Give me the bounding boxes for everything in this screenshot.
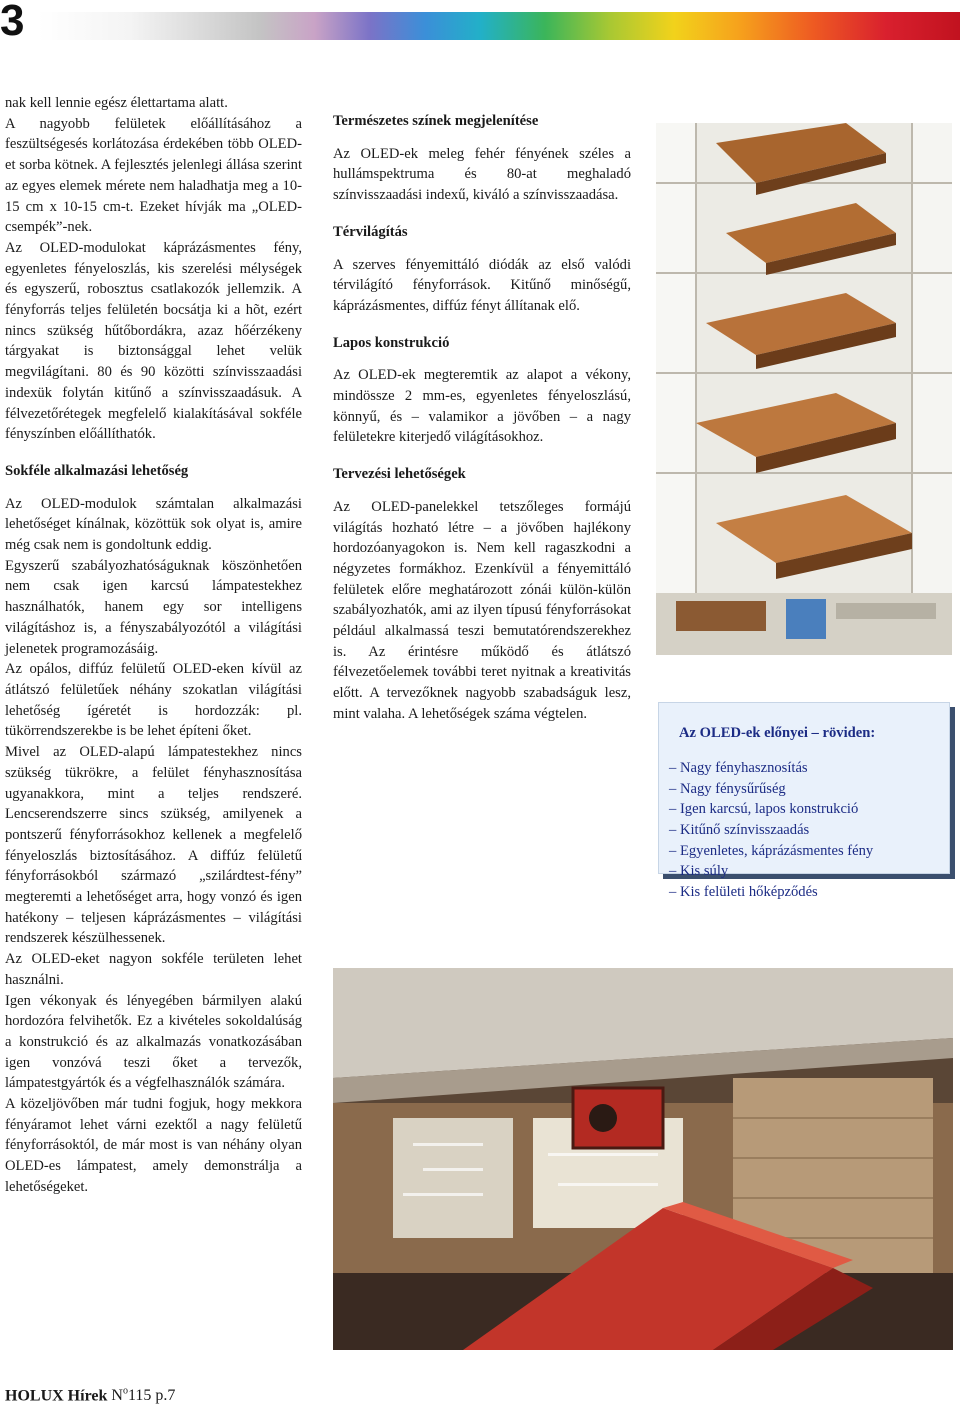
atrium-staircase-photo	[656, 123, 952, 655]
paragraph: Az OLED-ek meleg fehér fényének széles a hullámspektruma és 80-at meghaladó színvisszaadási indexű, kiváló a színvisszaadása.	[333, 145, 631, 204]
page-number: 3	[0, 0, 25, 45]
paragraph: nak kell lennie egész élettartama alatt.	[5, 95, 228, 111]
paragraph: A közeljövőben már tudni fogjuk, hogy mekkora fényáramot lehet várni ezektől a nagy felületű fényforrásoktól, de már most is van néhány olyan OLED-es lámpatest, amely demonstrálja a lehetőségeket.	[5, 1096, 302, 1195]
section-heading: Térvilágítás	[333, 223, 408, 240]
middle-text-column	[333, 111, 631, 725]
publication-name: HOLUX Hírek	[5, 1387, 108, 1405]
advantages-box	[658, 702, 950, 901]
lobby-interior-photo	[333, 968, 953, 1350]
paragraph: A nagyobb felületek előállításához a feszültségesés korlátozása érdekében több OLED-et sorba kötnek. A fejlesztés jelenlegi állása szerint az egyes elemek mérete nem haladhatja meg a 10-15 cm x 10-15 cm-t. Ezeket hívják ma „OLED-csempék”-nek.	[5, 115, 302, 236]
advantage-item: – Kis súly	[669, 863, 729, 880]
advantage-item: – Egyenletes, káprázásmentes fény	[669, 842, 874, 859]
section-heading: Tervezési lehetőségek	[333, 466, 466, 483]
advantage-item: – Kitűnő színvisszaadás	[669, 822, 810, 838]
paragraph: A szerves fényemittáló diódák az első valódi térvilágító fényforrások. Kitűnő minőségű, káprázásmentes, diffúz fényt állítanak elő.	[333, 256, 631, 314]
advantage-item: – Igen karcsú, lapos konstrukció	[669, 801, 859, 818]
advantage-item: – Nagy fényhasznosítás	[669, 759, 808, 776]
left-text-column	[5, 93, 302, 1198]
issue-number: $N^o115$ p.7	[111, 1386, 176, 1405]
footer	[5, 1386, 175, 1405]
paragraph: Az OLED-panelekkel tetszőleges formájú világítás hozható létre – a jövőben hajlékony hordozóanyagokon is. Nem kell ragaszkodni a négyzetes formákhoz. Ezenkívül a fényemittáló felületek előre meghatározott zónái külön-külön szabályozhatók, ami az ilyen típusú fényforrásokat például alkalmassá teszi bemutatórendszerekhez is. Az érintésre működő és átlátszó félvezetőelemek további teret nyitnak a kreativitás előtt. A tervezőknek nagyobb szabadságuk lesz, mint valaha. A lehetőségek száma végtelen.	[333, 498, 631, 722]
section-heading: Természetes színek megjelenítése	[333, 113, 539, 129]
paragraph: Mivel az OLED-alapú lámpatestekhez nincs szükség tükrökre, a felület fényhasznosítása ugyanakkora, mint a teljes rendszeré. Lencserendszerre sincs szükség, amilyenek a pontszerű fényforrásokhoz kellenek a megfelelő fényeloszlás biztosításához. A diffúz felületű fényforrásokból származó „szilárdtest-fény” megteremti a lehetőséget arra, hogy vonzó és igen hatékony – teljesen káprázásmentes – világítási rendszerek készülhessenek.	[5, 744, 302, 947]
section-heading: Sokféle alkalmazási lehetőség	[5, 462, 189, 479]
paragraph: Az opálos, diffúz felületű OLED-eken kívül az átlátszó felületűek néhány szokatlan világítási lehetőség ígéretét is hordozzák: pl. tükörrendszerekbe is be lehet építeni őket.	[5, 661, 302, 740]
advantage-item: – Nagy fénysűrűség	[669, 780, 786, 797]
paragraph: Egyszerű szabályozhatóságuknak köszönhetően nem csak igen karcsú lámpatestekhez használhatók, hanem egy sor intelligens világításhoz is, a fényszabályozótól a világítási jelenetek programozásáig.	[5, 557, 302, 657]
advantage-item: – Kis felületi hőképződés	[669, 884, 818, 901]
rainbow-header-bar	[38, 12, 960, 40]
paragraph: Igen vékonyak és lényegében bármilyen alakú hordozóra felvihetők. Ez a kivételes sokoldalúság a konstrukció és az alkalmazás vonatkozásában igen vonzóvá teszi őket a tervezők, lámpatestgyártók és a végfelhasználók számára.	[5, 992, 302, 1092]
paragraph: Az OLED-ek megteremtik az alapot a vékony, mindössze 2 mm-es, egyenletes fényeloszlású, könnyű, és – valamikor a jövőben – a nagy felületekre kiterjedő világításokhoz.	[333, 367, 631, 446]
paragraph: Az OLED-modulokat káprázásmentes fény, egyenletes fényeloszlás, kis szerelési mélységek és egyszerű, robosztus csatlakozók jellemzik. A fényforrás teljes felületén bocsátja ki a hõt, ezért nincs szükség hűtőbordákra, azaz hőérzékeny tárgyakat is biztonsággal lehet velük megvilágítani. 80 és 90 közötti színvisszaadási indexük folytán kitűnő a színvisszaadásuk. A félvezetőrétegek megfelelő kialakításával sokféle fényszínben előállíthatók.	[5, 239, 302, 443]
paragraph: Az OLED-eket nagyon sokféle területen lehet használni.	[5, 951, 302, 988]
advantages-title: Az OLED-ek előnyei – röviden:	[679, 724, 876, 741]
paragraph: Az OLED-modulok számtalan alkalmazási lehetőséget kínálnak, közöttük sok olyat is, amire még csak nem is gondoltunk eddig.	[5, 495, 302, 554]
section-heading: Lapos konstrukció	[333, 334, 450, 351]
